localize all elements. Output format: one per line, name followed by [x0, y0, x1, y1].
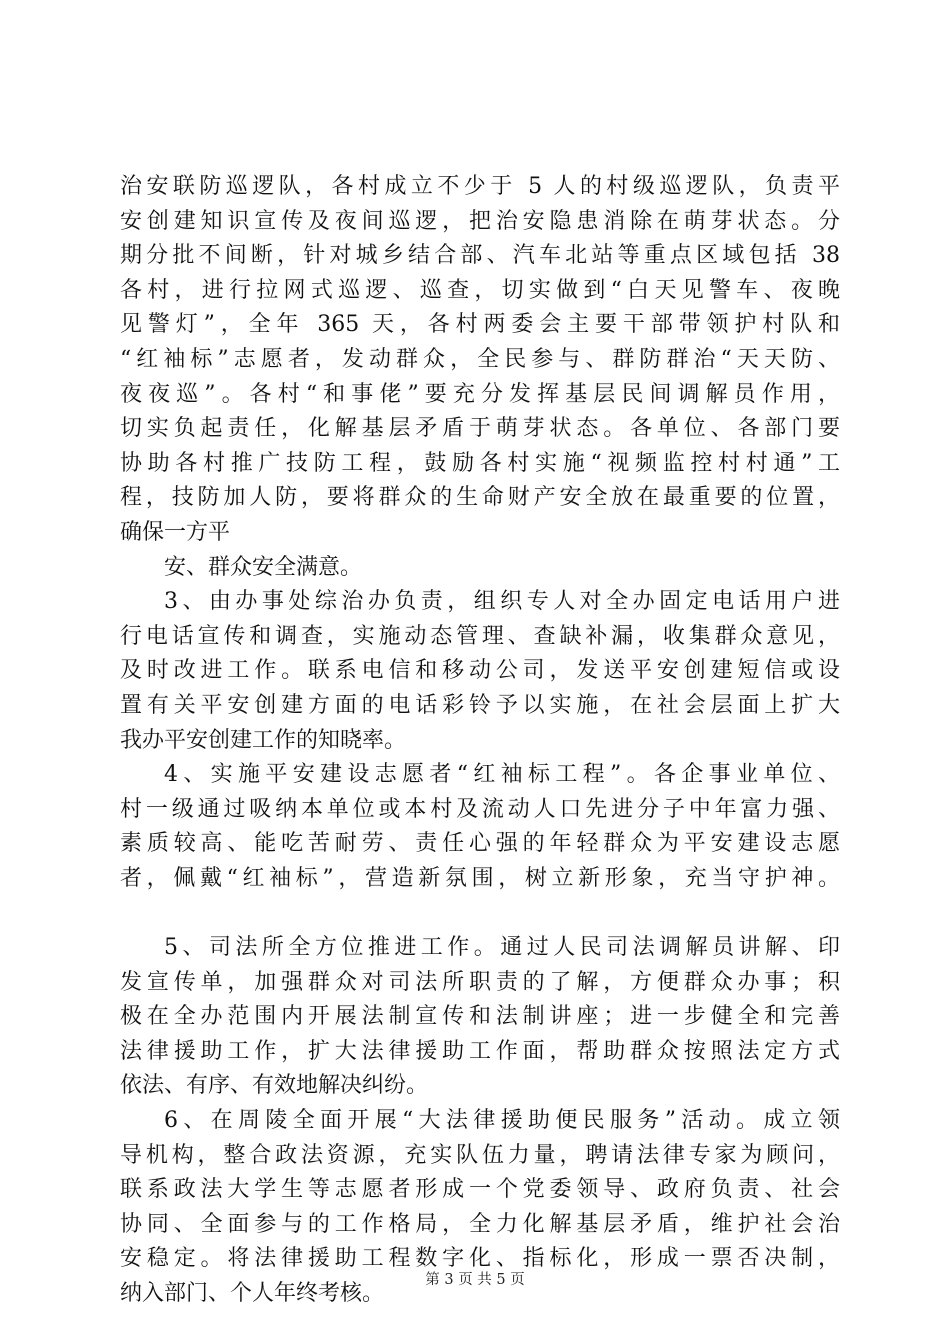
paragraph-gap [120, 896, 840, 931]
paragraph-4-line: 素质较高、能吃苦耐劳、责任心强的年轻群众为平安建设志愿 [120, 831, 840, 857]
paragraph-4-line: 者，佩戴“红袖标”，营造新氛围，树立新形象，充当守护神。 [120, 865, 840, 891]
paragraph-4-line: 4、实施平安建设志愿者“红袖标工程”。各企事业单位、 [164, 762, 840, 788]
paragraph-3-line: 我办平安创建工作的知晓率。 [120, 727, 407, 753]
text-line: 切实负起责任，化解基层矛盾于萌芽状态。各单位、各部门要 [120, 416, 840, 442]
paragraph-3-line: 及时改进工作。联系电信和移动公司，发送平安创建短信或设 [120, 658, 840, 684]
text-line: “红袖标”志愿者，发动群众，全民参与、群防群治“天天防、 [120, 346, 840, 372]
paragraph-6-line: 纳入部门、个人年终考核。 [120, 1281, 385, 1306]
text-line: 确保一方平 [120, 519, 231, 545]
paragraph-5-line: 极在全办范围内开展法制宣传和法制讲座；进一步健全和完善 [120, 1004, 840, 1030]
paragraph-5-line: 5、司法所全方位推进工作。通过人民司法调解员讲解、印 [164, 935, 840, 961]
paragraph-3-line: 置有关平安创建方面的电话彩铃予以实施，在社会层面上扩大 [120, 692, 840, 718]
paragraph-3-line: 行电话宣传和调查，实施动态管理、查缺补漏，收集群众意见， [120, 623, 840, 649]
paragraph-6-line: 联系政法大学生等志愿者形成一个党委领导、政府负责、社会 [120, 1177, 840, 1203]
document-body [120, 170, 840, 1312]
text-line: 程，技防加人防，要将群众的生命财产安全放在最重要的位置， [120, 485, 840, 511]
text-line: 安、群众安全满意。 [164, 554, 363, 580]
paragraph-5-line: 法律援助工作，扩大法律援助工作面，帮助群众按照法定方式 [120, 1038, 840, 1064]
text-line: 见警灯”，全年 365 天，各村两委会主要干部带领护村队和 [120, 312, 840, 338]
text-line: 各村，进行拉网式巡逻、巡查，切实做到“白天见警车、夜晚 [120, 277, 840, 303]
paragraph-4-line: 村一级通过吸纳本单位或本村及流动人口先进分子中年富力强、 [120, 796, 840, 822]
paragraph-6-line: 安稳定。将法律援助工程数字化、指标化，形成一票否决制， [120, 1246, 840, 1272]
paragraph-6-line: 协同、全面参与的工作格局，全力化解基层矛盾，维护社会治 [120, 1211, 840, 1237]
paragraph-6-line: 6、在周陵全面开展“大法律援助便民服务”活动。成立领 [164, 1108, 840, 1134]
text-line: 安创建知识宣传及夜间巡逻，把治安隐患消除在萌芽状态。分 [120, 208, 840, 234]
text-line: 期分批不间断，针对城乡结合部、汽车北站等重点区域包括 38 [120, 243, 840, 269]
paragraph-5-line: 依法、有序、有效地解决纠纷。 [120, 1073, 429, 1099]
paragraph-6-line: 导机构，整合政法资源，充实队伍力量，聘请法律专家为顾问， [120, 1142, 840, 1168]
paragraph-3-line: 3、由办事处综治办负责，组织专人对全办固定电话用户进 [164, 589, 840, 615]
paragraph-5-line: 发宣传单，加强群众对司法所职责的了解，方便群众办事；积 [120, 969, 840, 995]
page-number-footer: 第 3 页 共 5 页 [425, 1272, 525, 1288]
text-line: 治安联防巡逻队，各村成立不少于 5 人的村级巡逻队，负责平 [120, 174, 840, 199]
text-line: 夜夜巡”。各村“和事佬”要充分发挥基层民间调解员作用， [120, 381, 840, 407]
text-line: 协助各村推广技防工程，鼓励各村实施“视频监控村村通”工 [120, 450, 840, 476]
